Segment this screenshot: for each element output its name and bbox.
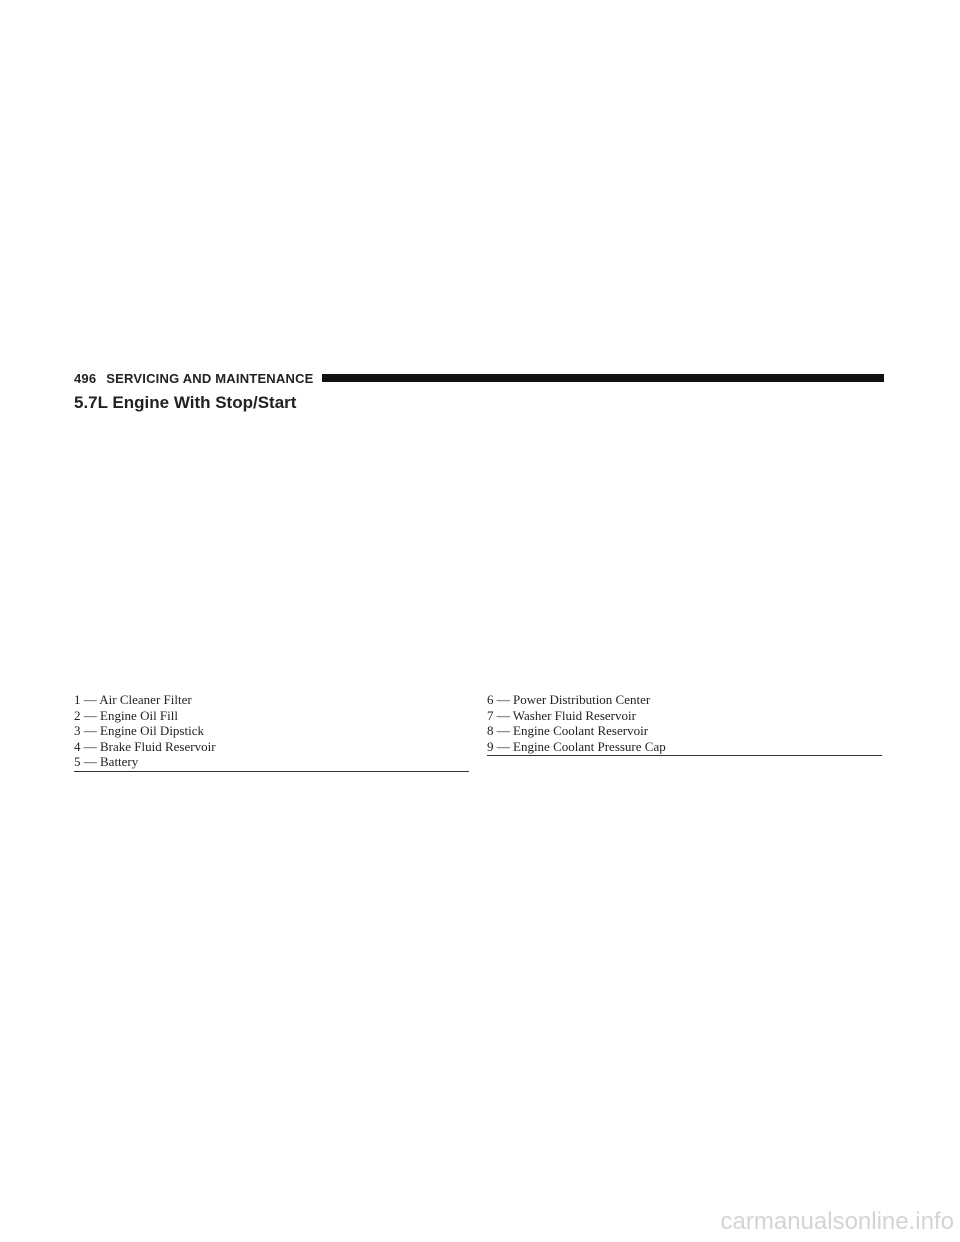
legend-column-left bbox=[74, 692, 469, 772]
section-title: SERVICING AND MAINTENANCE bbox=[106, 370, 314, 386]
legend-item: 3 — Engine Oil Dipstick bbox=[74, 723, 204, 739]
legend-item: 8 — Engine Coolant Reservoir bbox=[487, 723, 649, 739]
legend-rule bbox=[487, 755, 882, 756]
page-header bbox=[74, 370, 884, 386]
legend-item: 6 — Power Distribution Center bbox=[487, 692, 651, 707]
legend-item: 9 — Engine Coolant Pressure Cap bbox=[487, 738, 666, 754]
legend-item: 5 — Battery bbox=[74, 754, 139, 770]
legend-rule bbox=[74, 771, 469, 772]
legend-column-right bbox=[487, 692, 882, 756]
legend-item: 4 — Brake Fluid Reservoir bbox=[74, 738, 216, 754]
legend-item: 2 — Engine Oil Fill bbox=[74, 707, 178, 723]
legend-item: 1 — Air Cleaner Filter bbox=[74, 692, 192, 707]
legend-item: 7 — Washer Fluid Reservoir bbox=[487, 707, 636, 723]
page-number: 496 bbox=[74, 370, 97, 386]
section-heading: 5.7L Engine With Stop/Start bbox=[74, 393, 297, 412]
engine-figure-area bbox=[74, 420, 884, 685]
watermark: carmanualsonline.info bbox=[720, 1208, 954, 1235]
header-rule bbox=[322, 374, 884, 382]
